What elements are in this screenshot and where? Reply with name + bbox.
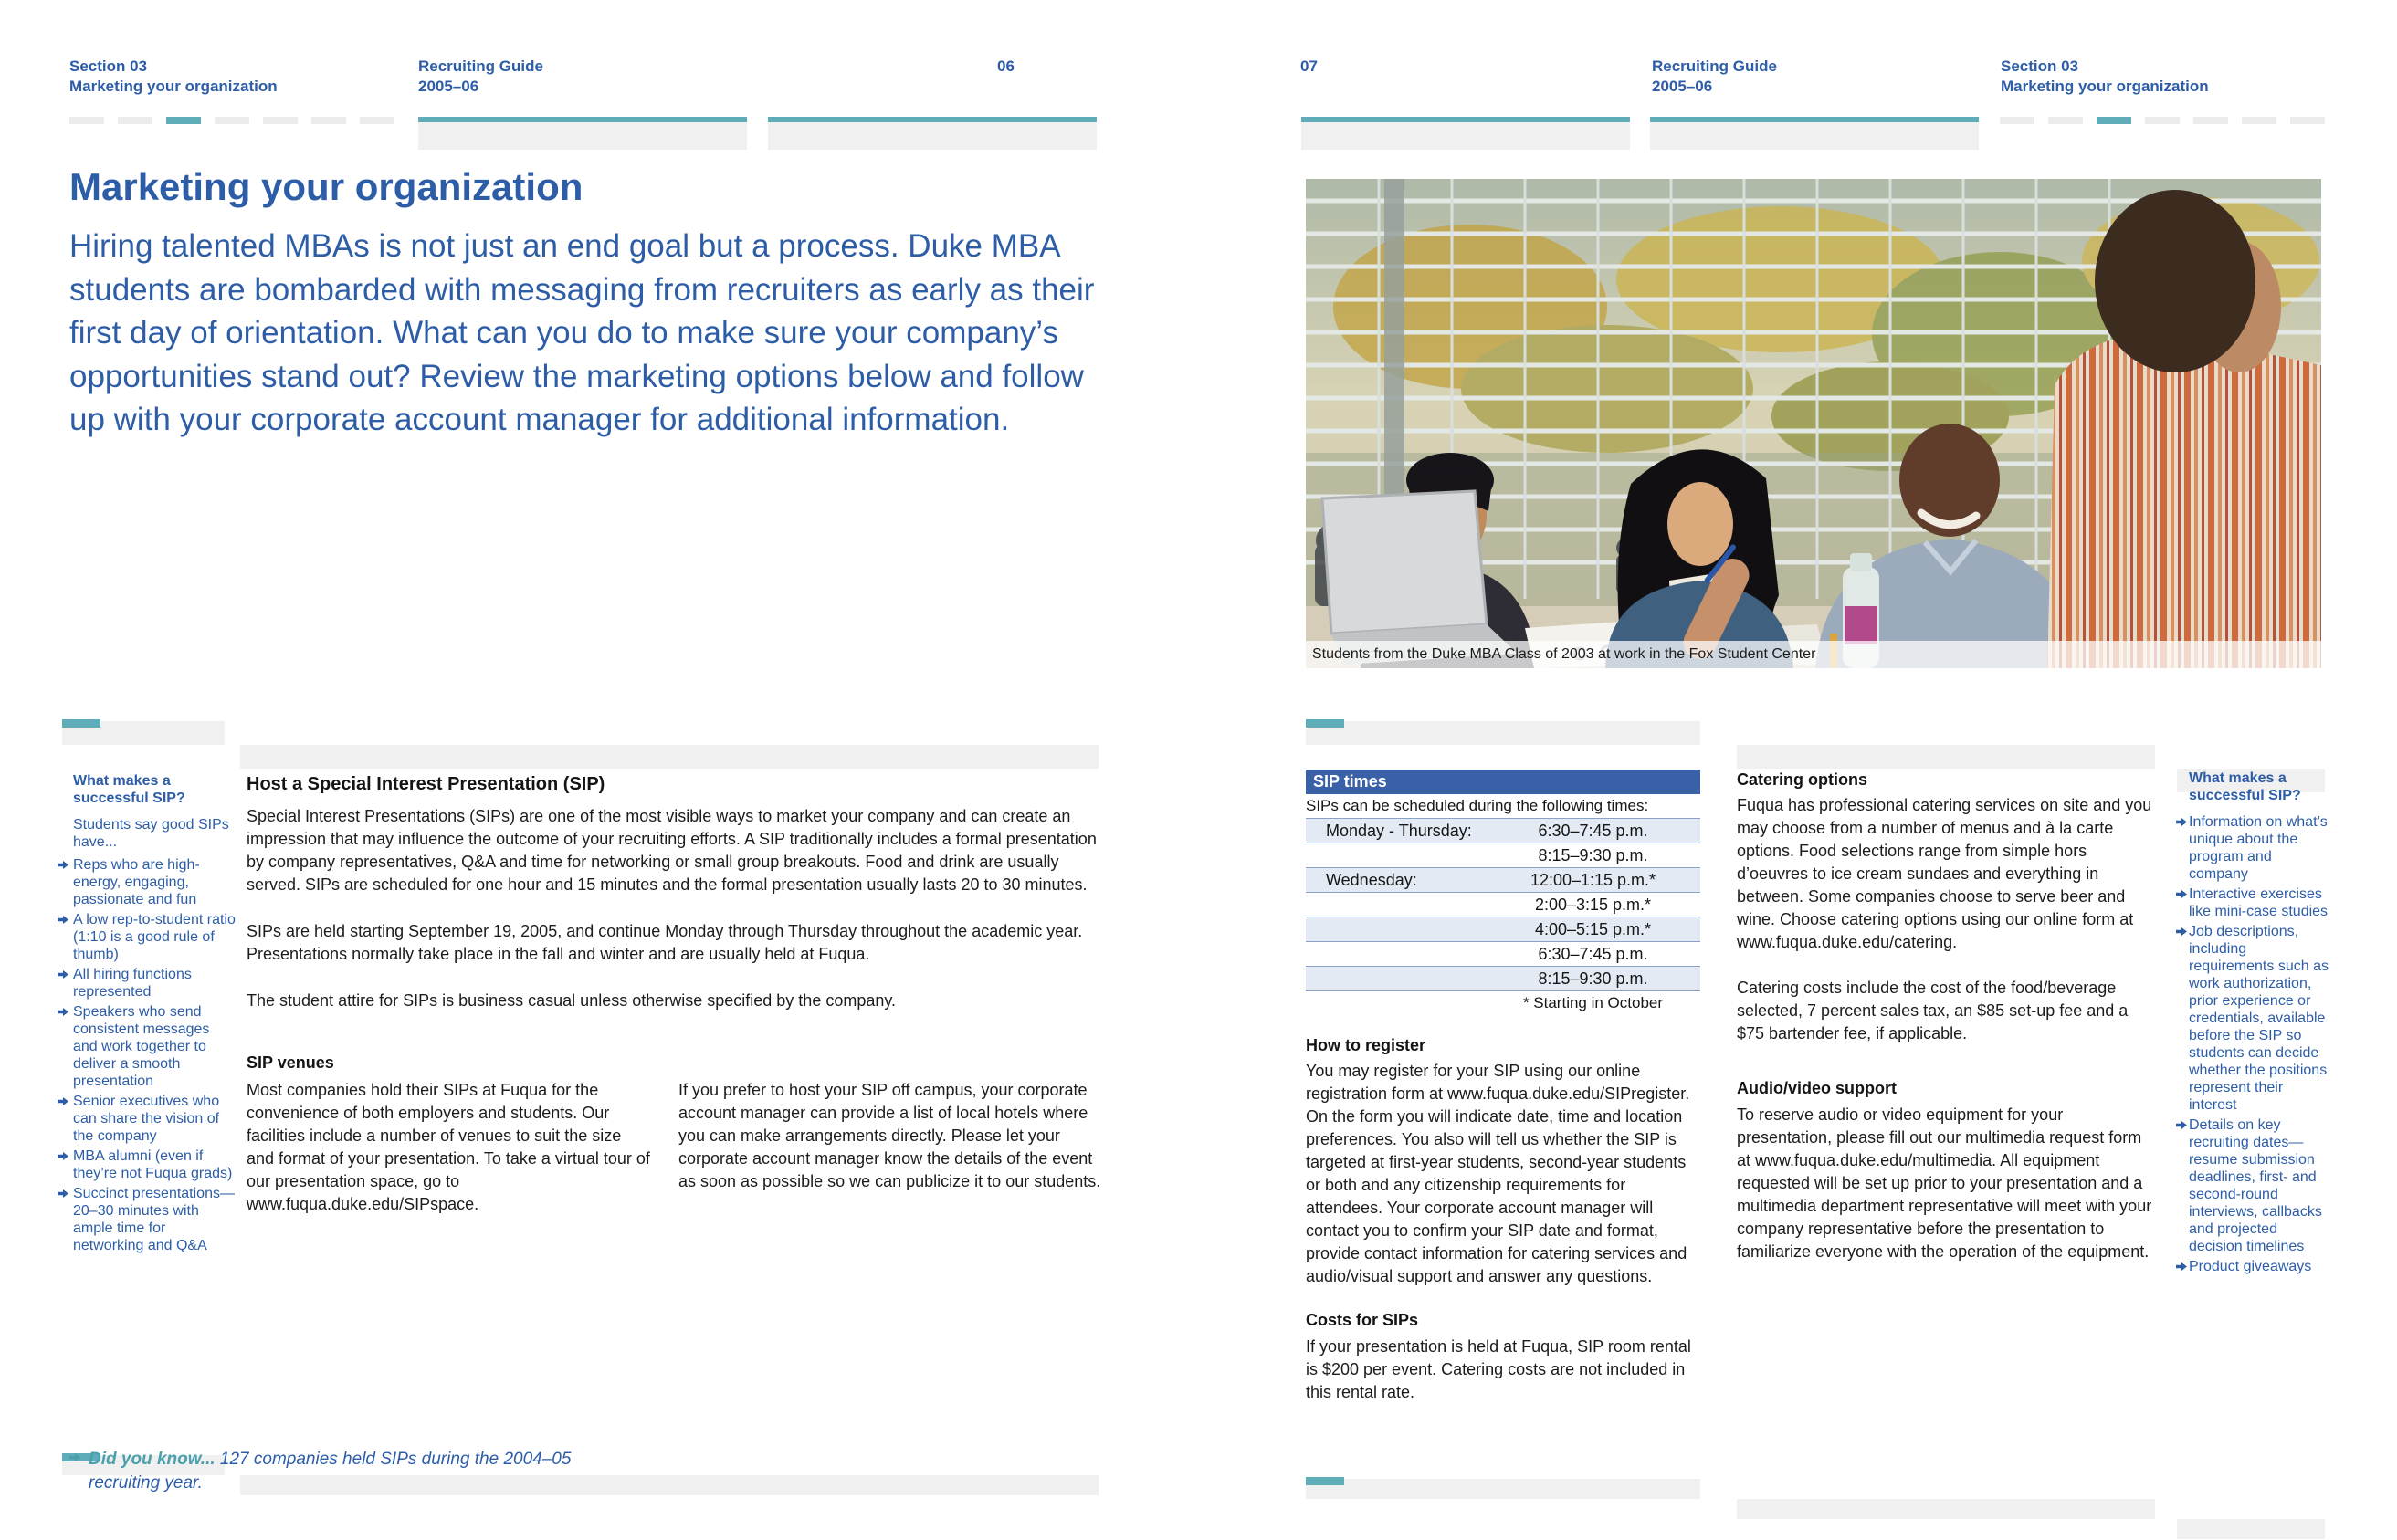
bullet-arrow-icon [2176, 1262, 2187, 1271]
list-item [2189, 923, 2335, 1114]
list-item-text: All hiring functions represented [73, 967, 192, 1000]
time-cell: 12:00–1:15 p.m.* [1530, 870, 1656, 889]
list-item-text: Job descriptions, including requirements such as work authorization, prior experience or credentials, available before the SIP so students can decide whether the positions represent their interest [2189, 924, 2329, 1113]
intro-paragraph: Hiring talented MBAs is not just an end goal but a process. Duke MBA students are bombarded with messaging from recruiters as early as their first day of orientation. What can you do to make sure your company’s opportunities stand out? Review the marketing options below and follow up with your corporate account manager for additional information. [69, 228, 1095, 438]
table-row [1306, 867, 1700, 892]
bullet-arrow-icon [2176, 927, 2187, 936]
list-item-text: Details on key recruiting dates—resume submission deadlines, first- and second-round interviews, callbacks and projected decision timelines [2189, 1117, 2322, 1254]
guide-year: 2005–06 [1652, 78, 1713, 96]
teal-cap [1306, 719, 1344, 728]
bullet-arrow-icon [58, 916, 68, 924]
list-item [73, 856, 236, 908]
list-item-text: Succinct presentations—20–30 minutes with ample time for networking and Q&A [73, 1186, 235, 1253]
list-item [2189, 813, 2335, 883]
divider-bar [1301, 117, 1630, 150]
photo-caption: Students from the Duke MBA Class of 2003 at work in the Fox Student Center [1306, 641, 2321, 668]
page-right [1198, 0, 2397, 1540]
segment [215, 117, 249, 124]
segment-active [166, 117, 201, 124]
did-you-know [89, 1448, 618, 1494]
segment [2000, 117, 2034, 124]
list-item [73, 1003, 236, 1090]
venues-columns [247, 1079, 1109, 1216]
right-page-number: 07 [1300, 58, 1318, 75]
guide-year: 2005–06 [418, 78, 479, 96]
segment [69, 117, 104, 124]
students-photo [1306, 179, 2321, 668]
right-sidebar [2189, 770, 2335, 1275]
student-2 [1605, 449, 1793, 668]
divider-bar [418, 117, 747, 150]
day-cell: Wednesday: [1326, 870, 1417, 889]
left-sidebar [73, 772, 236, 1254]
time-cell: 2:00–3:15 p.m.* [1534, 895, 1652, 914]
photo-illustration [1306, 179, 2321, 668]
time-cell: 4:00–5:15 p.m.* [1534, 919, 1652, 938]
segment [2048, 117, 2083, 124]
list-item [73, 966, 236, 1000]
divider-bar [1650, 117, 1979, 150]
register-heading: How to register [1306, 1036, 1426, 1054]
time-cell: 8:15–9:30 p.m. [1538, 969, 1648, 988]
list-item-text: Product giveaways [2189, 1259, 2312, 1274]
bullet-arrow-icon [2176, 890, 2187, 898]
list-item-text: Senior executives who can share the vision of the company [73, 1094, 220, 1144]
segment [2193, 117, 2228, 124]
right-column-1 [1306, 770, 1700, 1404]
divider-bar [768, 117, 1097, 150]
left-header-section [69, 57, 278, 97]
segment [2290, 117, 2325, 124]
time-cell: 8:15–9:30 p.m. [1538, 845, 1648, 864]
paragraph: SIPs are held starting September 19, 2005, and continue Monday through Thursday throughout the academic year. Presentations normally take place in the fall and winter and are usually held at Fuqua. [247, 922, 1083, 963]
section-number: Section 03 [2001, 58, 2079, 75]
sidebar-lead: Students say good SIPs have... [73, 817, 229, 850]
bullet-arrow-icon [58, 1152, 68, 1160]
table-row [1306, 818, 1700, 843]
left-main-column [247, 772, 1109, 1216]
page-left [0, 0, 1198, 1540]
time-cell: 6:30–7:45 p.m. [1538, 821, 1648, 840]
divider-bar-col1 [1306, 1479, 1700, 1499]
right-column-2 [1737, 770, 2155, 1263]
list-item [73, 911, 236, 963]
list-item-text: Speakers who send consistent messages and work together to deliver a smooth presentation [73, 1004, 210, 1089]
divider-bar-col2 [1737, 745, 2155, 769]
costs-text: If your presentation is held at Fuqua, SIP room rental is $200 per event. Catering costs are not included in this rental rate. [1306, 1336, 1691, 1401]
bullet-arrow-icon [58, 1097, 68, 1105]
bullet-arrow-icon [2176, 818, 2187, 826]
paragraph: The student attire for SIPs is business casual unless otherwise specified by the company. [247, 991, 897, 1010]
divider-bar-col1 [1306, 721, 1700, 745]
catering-heading: Catering options [1737, 770, 1867, 789]
segment-bar [69, 117, 394, 124]
table-row [1306, 966, 1700, 990]
teal-cap [1306, 1477, 1344, 1485]
section-title: Marketing your organization [69, 78, 278, 96]
catering-paragraph-1: Fuqua has professional catering services on site and you may choose from a number of menus and à la carte options. Food selections range from simple hors d’oeuvres to ice cream sundaes and everything in between. Some companies choose to serve beer and wine. Choose catering options using our online form at www.fuqua.duke.edu/catering. [1737, 796, 2152, 952]
segment [2242, 117, 2276, 124]
guide-title: Recruiting Guide [1652, 58, 1777, 75]
venues-column-1: Most companies hold their SIPs at Fuqua for the convenience of both employers and students. Our facilities include a number of venues to suit the size and format of your presentation. To take a virtual tour of our presentation space, go to www.fuqua.duke.edu/SIPspace. [247, 1081, 650, 1214]
left-page-number: 06 [997, 58, 1015, 75]
venues-heading: SIP venues [247, 1053, 334, 1072]
segment [311, 117, 346, 124]
time-cell: 6:30–7:45 p.m. [1538, 944, 1648, 963]
divider-bar-main [240, 745, 1099, 769]
table-title: SIP times [1306, 770, 1700, 794]
sip-times-table [1306, 770, 1700, 1015]
list-item-text: Reps who are high-energy, engaging, passionate and fun [73, 857, 200, 907]
sidebar-title: What makes a successful SIP? [2189, 770, 2301, 803]
segment [2145, 117, 2180, 124]
list-item-text: MBA alumni (even if they’re not Fuqua grads) [73, 1148, 233, 1181]
segment [360, 117, 394, 124]
section-number: Section 03 [69, 58, 148, 75]
list-item-text: A low rep-to-student ratio (1:10 is a good rule of thumb) [73, 912, 236, 962]
list-item [73, 1185, 236, 1254]
list-item-text: Interactive exercises like mini-case studies [2189, 886, 2329, 919]
av-text: To reserve audio or video equipment for your presentation, please fill out our multimedia request form at www.fuqua.duke.edu/multimedia. All equipment requested will be set up prior to your presentation and a multimedia department representative will meet with your company representative before the presentation to familiarize everyone with the operation of the equipment. [1737, 1105, 2152, 1261]
section-title: Marketing your organization [2001, 78, 2209, 96]
left-header-guide [418, 57, 543, 97]
bullet-arrow-icon [58, 861, 68, 869]
venues-column-2: If you prefer to host your SIP off campus, your corporate account manager can provide a list of local hotels where you can make arrangements directly. Please let your corporate account manager know the details of the event as soon as possible so we can publicize it to our students. [678, 1081, 1101, 1191]
sidebar-title: What makes a successful SIP? [73, 773, 185, 806]
table-row [1306, 917, 1700, 941]
guide-title: Recruiting Guide [418, 58, 543, 75]
did-you-know-label: Did you know... [89, 1450, 216, 1469]
segment-active [2097, 117, 2131, 124]
table-row [1306, 843, 1700, 867]
av-heading: Audio/video support [1737, 1079, 1897, 1098]
section-heading: Host a Special Interest Presentation (SIP) [247, 774, 605, 794]
bullet-arrow-icon [58, 970, 68, 979]
list-item [2189, 1258, 2335, 1275]
day-cell: Monday - Thursday: [1326, 821, 1472, 840]
costs-heading: Costs for SIPs [1306, 1311, 1419, 1330]
segment [263, 117, 298, 124]
teal-cap [62, 719, 100, 728]
divider-bar-col2 [1737, 1499, 2155, 1519]
bullet-arrow-icon [58, 1008, 68, 1016]
segment-bar [2000, 117, 2325, 124]
list-item-text: Information on what’s unique about the program and company [2189, 814, 2328, 882]
divider-bar-sidebar [62, 721, 225, 745]
divider-bar-col3 [2177, 1519, 2325, 1539]
bullet-arrow-icon [2176, 1121, 2187, 1129]
table-footnote-row [1306, 990, 1700, 1015]
right-header-guide [1652, 57, 1777, 97]
paragraph: Special Interest Presentations (SIPs) are one of the most visible ways to market your company and can create an impression that may influence the outcome of your recruiting efforts. A SIP traditionally includes a formal presentation by company representatives, Q&A and time for networking or small group breakouts. Food and drink are usually served. SIPs are scheduled for one hour and 15 minutes and the formal presentation usually lasts 20 to 30 minutes. [247, 807, 1097, 894]
segment [118, 117, 152, 124]
table-subtitle: SIPs can be scheduled during the following times: [1306, 797, 1649, 814]
list-item [73, 1147, 236, 1182]
list-item [73, 1093, 236, 1145]
bullet-arrow-icon [58, 1189, 68, 1198]
register-text: You may register for your SIP using our online registration form at www.fuqua.duke.edu/SIPregister. On the form you will indicate date, time and location preferences. You also will tell us whether the SIP is targeted at first-year students, second-year students or both and any citizenship requirements for attendees. Your corporate account manager will contact you to confirm your SIP date and format, provide contact information for catering services and audio/visual support and answer any questions. [1306, 1062, 1690, 1286]
did-you-know-text: 127 companies held SIPs during the 2004–05 recruiting year. [89, 1450, 572, 1493]
right-header-section [2001, 57, 2209, 97]
page-title: Marketing your organization [69, 165, 583, 208]
catering-paragraph-2: Catering costs include the cost of the food/beverage selected, 7 percent sales tax, an $85 set-up fee and a $75 bartender fee, if applicable. [1737, 979, 2129, 1043]
table-footnote: * Starting in October [1522, 994, 1664, 1011]
list-item [2189, 885, 2335, 920]
list-item [2189, 1116, 2335, 1255]
table-row [1306, 892, 1700, 917]
table-row [1306, 941, 1700, 966]
